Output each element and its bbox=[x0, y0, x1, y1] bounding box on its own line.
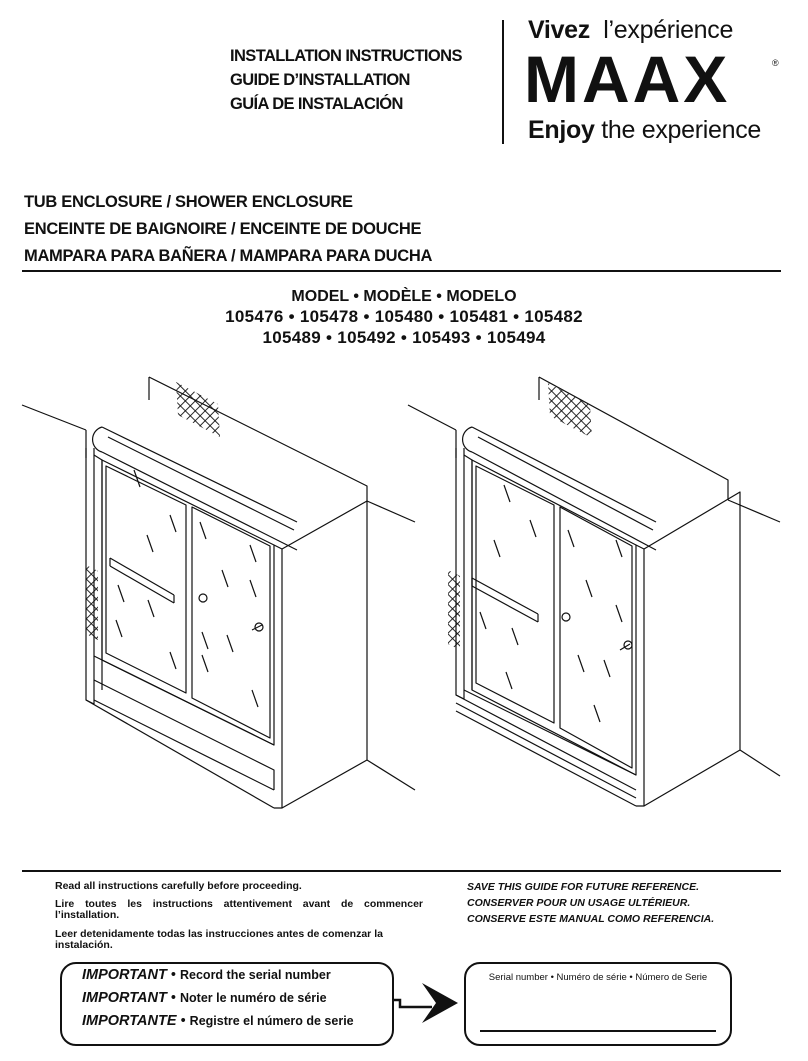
important-key-es: IMPORTANTE bbox=[82, 1013, 177, 1029]
important-value-fr: Noter le numéro de série bbox=[180, 991, 327, 1005]
note-fr: Lire toutes les instructions attentivement avant de commencer l’installation. bbox=[55, 898, 423, 921]
note-en: Read all instructions carefully before proceeding. bbox=[55, 880, 302, 892]
product-en: TUB ENCLOSURE / SHOWER ENCLOSURE bbox=[24, 193, 353, 211]
serial-number-label: Serial number • Numéro de série • Número de Serie bbox=[488, 972, 708, 983]
tub-enclosure-icon bbox=[22, 377, 415, 808]
model-row-2: 105489 • 105492 • 105493 • 105494 bbox=[262, 328, 546, 347]
product-es: MAMPARA PARA BAÑERA / MAMPARA PARA DUCHA bbox=[24, 247, 433, 265]
title-es: GUÍA DE INSTALACIÓN bbox=[230, 95, 403, 113]
save-guide-fr: CONSERVER POUR UN USAGE ULTÉRIEUR. bbox=[467, 897, 691, 909]
save-guide-es: CONSERVE ESTE MANUAL COMO REFERENCIA. bbox=[467, 913, 715, 925]
important-value-es: Registre el número de serie bbox=[189, 1014, 354, 1028]
bullet: • bbox=[180, 1013, 186, 1029]
brand-experience-en: the experience bbox=[601, 116, 762, 144]
important-fr bbox=[82, 990, 327, 1006]
product-fr: ENCEINTE DE BAIGNOIRE / ENCEINTE DE DOUCHE bbox=[24, 220, 422, 238]
note-es: Leer detenidamente todas las instrucciones antes de comenzar la instalación. bbox=[55, 928, 383, 951]
important-key-en: IMPORTANT bbox=[82, 967, 167, 983]
registered-mark: ® bbox=[772, 58, 779, 68]
important-en bbox=[82, 967, 331, 983]
important-value-en: Record the serial number bbox=[180, 968, 331, 982]
shower-enclosure-icon bbox=[408, 377, 780, 806]
model-label: MODEL • MODÈLE • MODELO bbox=[291, 288, 517, 305]
bullet: • bbox=[170, 990, 176, 1006]
important-key-fr: IMPORTANT bbox=[82, 990, 167, 1006]
brand-vivez: Vivez bbox=[528, 16, 590, 44]
bullet: • bbox=[170, 967, 176, 983]
model-row-1: 105476 • 105478 • 105480 • 105481 • 105482 bbox=[225, 307, 583, 326]
bottom-rule bbox=[22, 870, 781, 872]
brand-experience-fr: l’expérience bbox=[603, 16, 734, 44]
title-fr: GUIDE D’INSTALLATION bbox=[230, 71, 410, 89]
brand-enjoy: Enjoy bbox=[528, 116, 595, 144]
important-es bbox=[82, 1013, 354, 1029]
title-en: INSTALLATION INSTRUCTIONS bbox=[230, 47, 462, 65]
maax-logo: MAAX bbox=[524, 42, 731, 116]
serial-number-line[interactable] bbox=[480, 1030, 716, 1032]
save-guide-en: SAVE THIS GUIDE FOR FUTURE REFERENCE. bbox=[467, 881, 699, 893]
